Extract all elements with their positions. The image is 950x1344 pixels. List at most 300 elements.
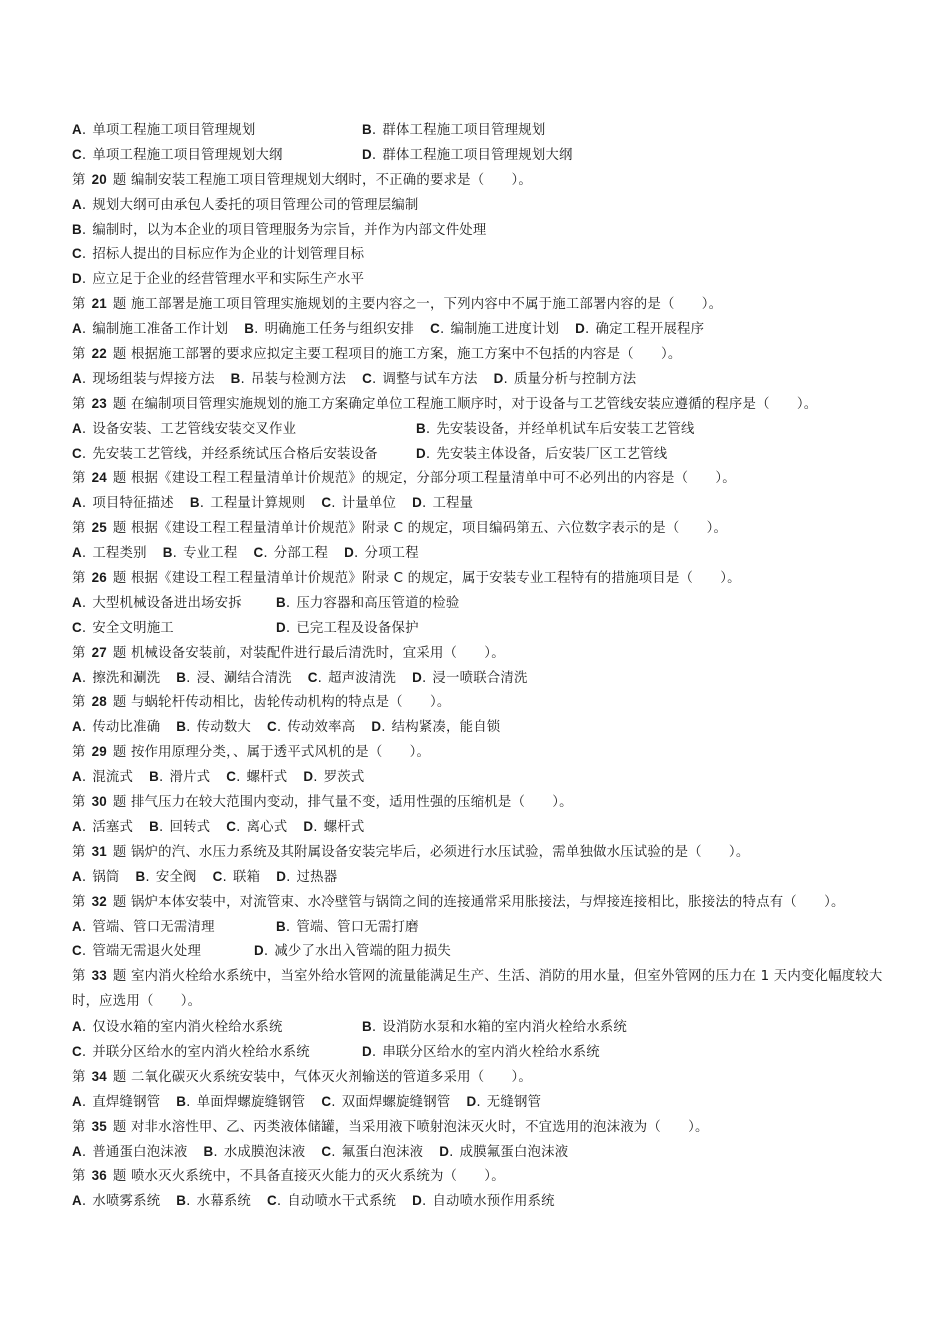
- option-dot: .: [81, 819, 87, 835]
- option-dot: .: [81, 371, 87, 387]
- options-line: [72, 317, 902, 342]
- option-text: 编制施工准备工作计划: [92, 322, 229, 338]
- option-letter: D: [254, 943, 264, 959]
- option-letter: D: [493, 370, 504, 386]
- option-letter: D: [466, 1093, 477, 1109]
- option-text: 自动喷水预作用系统: [432, 1194, 555, 1210]
- option-letter: A: [72, 1193, 82, 1209]
- option-dot: .: [286, 869, 291, 885]
- answer-option: [321, 1090, 450, 1116]
- option-letter: B: [276, 594, 286, 610]
- answer-option: [72, 815, 133, 841]
- question-suffix: 题: [112, 571, 127, 587]
- option-text: 大型机械设备进出场安拆: [92, 595, 242, 611]
- answer-option: [176, 1090, 305, 1116]
- option-dot: .: [159, 770, 164, 786]
- option-dot: .: [213, 1144, 218, 1160]
- question-number: 31: [91, 843, 107, 859]
- question-line: [72, 690, 902, 715]
- question-text: 根据《建设工程工程量清单计价规范》的规定，分部分项工程量清单中可不必列出的内容是（ ）。: [130, 471, 736, 487]
- answer-option: [416, 442, 667, 468]
- option-letter: B: [203, 1143, 214, 1159]
- answer-option: [416, 417, 695, 443]
- answer-option: [176, 1189, 251, 1215]
- question-suffix: 题: [112, 1119, 127, 1135]
- option-dot: .: [285, 595, 291, 611]
- option-letter: C: [72, 445, 82, 461]
- option-text: 普通蛋白泡沫液: [92, 1144, 188, 1160]
- option-dot: .: [186, 1094, 191, 1110]
- option-letter: B: [362, 1019, 372, 1035]
- option-text: 管端无需退火处理: [92, 944, 202, 960]
- answer-option: [231, 367, 346, 393]
- option-letter: B: [189, 495, 200, 511]
- option-text: 先安装设备，并经单机试车后安装工艺管线: [436, 421, 695, 437]
- option-letter: A: [72, 1143, 82, 1159]
- question-suffix: 题: [112, 521, 127, 537]
- option-letter: A: [72, 918, 82, 934]
- option-dot: .: [81, 272, 87, 288]
- option-dot: .: [81, 247, 87, 263]
- option-dot: .: [425, 446, 431, 462]
- option-text: 螺杆式: [246, 770, 288, 786]
- answer-option: [253, 541, 328, 567]
- option-dot: .: [81, 496, 87, 512]
- option-dot: .: [81, 770, 87, 786]
- option-text: 浸、涮结合清洗: [196, 670, 292, 686]
- options-line: [72, 442, 902, 467]
- question-line: [72, 641, 902, 666]
- option-text: 离心式: [246, 819, 288, 835]
- option-dot: .: [81, 944, 87, 960]
- option-dot: .: [81, 446, 87, 462]
- question-number: 33: [91, 968, 107, 984]
- answer-option: [276, 616, 419, 642]
- option-text: 罗茨式: [323, 770, 365, 786]
- question-number: 22: [91, 346, 107, 362]
- option-dot: .: [236, 819, 241, 835]
- option-text: 过热器: [296, 869, 338, 885]
- answer-option: [72, 267, 364, 293]
- option-text: 工程类别: [92, 546, 147, 562]
- option-dot: .: [503, 371, 508, 387]
- option-dot: .: [585, 322, 590, 338]
- option-text: 设消防水泵和水箱的室内消火栓给水系统: [382, 1020, 627, 1036]
- option-text: 编制时，以为本企业的项目管理服务为宗旨，并作为内部文件处理: [92, 222, 487, 238]
- options-line: [72, 715, 902, 740]
- option-text: 双面焊螺旋缝钢管: [341, 1094, 451, 1110]
- answer-option: [72, 118, 362, 144]
- option-dot: .: [81, 1144, 87, 1160]
- option-text: 已完工程及设备保护: [296, 620, 419, 636]
- options-line: [72, 417, 902, 442]
- option-text: 水喷雾系统: [92, 1194, 161, 1210]
- question-suffix: 题: [112, 471, 127, 487]
- option-text: 招标人提出的目标应作为企业的计划管理目标: [92, 247, 365, 263]
- option-letter: C: [72, 1043, 82, 1059]
- answer-option: [72, 765, 133, 791]
- question-line: [72, 740, 902, 765]
- option-text: 自动喷水干式系统: [287, 1194, 397, 1210]
- option-text: 分部工程: [273, 546, 329, 562]
- question-text: 喷水灭火系统中，不具备直接灭火能力的灭火系统为（ ）。: [130, 1169, 505, 1185]
- option-letter: D: [416, 445, 426, 461]
- option-dot: .: [81, 720, 87, 736]
- option-dot: .: [276, 1194, 282, 1210]
- answer-option: [439, 1140, 568, 1166]
- option-letter: D: [362, 146, 372, 162]
- answer-option: [72, 591, 276, 617]
- option-text: 单项工程施工项目管理规划: [92, 123, 256, 138]
- option-text: 滑片式: [169, 770, 211, 786]
- answer-option: [176, 715, 251, 741]
- question-number: 23: [91, 395, 107, 411]
- options-line: [72, 1040, 902, 1065]
- options-line: [72, 491, 902, 516]
- question-prefix: 第: [72, 521, 86, 537]
- option-text: 串联分区给水的室内消火栓给水系统: [382, 1044, 600, 1060]
- answer-option: [72, 939, 254, 965]
- option-dot: .: [222, 869, 227, 885]
- options-line: [72, 118, 902, 143]
- option-text: 混流式: [92, 770, 134, 786]
- option-dot: .: [81, 1094, 87, 1110]
- question-suffix: 题: [112, 1169, 127, 1185]
- option-letter: A: [72, 1019, 82, 1035]
- answer-option: [72, 865, 120, 891]
- option-dot: .: [159, 819, 164, 835]
- option-text: 工程量: [432, 496, 474, 512]
- option-letter: B: [176, 669, 187, 685]
- option-dot: .: [371, 1020, 377, 1036]
- answer-option: [412, 1189, 555, 1215]
- options-line: [72, 865, 902, 890]
- option-text: 调整与试车方法: [382, 371, 478, 387]
- option-dot: .: [425, 421, 431, 437]
- question-prefix: 第: [72, 969, 86, 985]
- option-text: 群体工程施工项目管理规划大纲: [382, 147, 573, 163]
- option-letter: A: [72, 495, 82, 511]
- answer-option: [226, 815, 287, 841]
- option-text: 活塞式: [92, 819, 134, 835]
- option-dot: .: [439, 322, 445, 338]
- options-line: [72, 666, 902, 691]
- answer-option: [308, 666, 396, 692]
- answer-option: [149, 765, 210, 791]
- options-line: [72, 616, 902, 641]
- option-dot: .: [371, 147, 377, 163]
- question-suffix: 题: [112, 969, 127, 985]
- option-letter: C: [321, 1143, 332, 1159]
- options-line: [72, 242, 902, 267]
- option-letter: A: [72, 769, 82, 785]
- option-letter: C: [72, 146, 82, 162]
- option-text: 质量分析与控制方法: [513, 371, 637, 387]
- option-dot: .: [145, 869, 150, 885]
- question-text: 在编制项目管理实施规划的施工方案确定单位工程施工顺序时，对于设备与工艺管线安装应遵循的程序是（ ）。: [130, 396, 818, 412]
- option-dot: .: [331, 1094, 336, 1110]
- option-text: 浸一喷联合清洗: [432, 670, 528, 686]
- options-line: [72, 1189, 902, 1214]
- option-letter: D: [412, 669, 422, 685]
- option-letter: A: [72, 719, 82, 735]
- question-line: [72, 466, 902, 491]
- option-text: 吊装与检测方法: [251, 371, 347, 387]
- option-dot: .: [81, 421, 87, 437]
- question-line: [72, 1065, 902, 1090]
- option-text: 分项工程: [364, 546, 419, 562]
- options-line: [72, 591, 902, 616]
- options-line: [72, 815, 902, 840]
- option-dot: .: [381, 720, 386, 736]
- option-letter: C: [362, 370, 373, 386]
- option-text: 压力容器和高压管道的检验: [296, 595, 460, 611]
- option-dot: .: [313, 770, 318, 786]
- answer-option: [72, 915, 276, 941]
- option-letter: A: [72, 594, 82, 610]
- question-prefix: 第: [72, 471, 86, 487]
- option-dot: .: [421, 670, 427, 686]
- option-text: 安全阀: [155, 869, 197, 885]
- option-text: 成膜氟蛋白泡沫液: [459, 1144, 569, 1160]
- option-text: 应立足于企业的经营管理水平和实际生产水平: [92, 272, 365, 288]
- options-line: [72, 915, 902, 940]
- option-dot: .: [81, 1194, 87, 1210]
- option-dot: .: [81, 869, 87, 885]
- question-text: 编制安装工程施工项目管理规划大纲时，不正确的要求是（ ）。: [130, 172, 532, 188]
- option-dot: .: [199, 496, 205, 512]
- question-suffix: 题: [112, 844, 127, 860]
- answer-option: [267, 1189, 396, 1215]
- option-letter: B: [72, 221, 82, 237]
- option-text: 工程量计算规则: [210, 496, 306, 512]
- question-prefix: 第: [72, 347, 86, 363]
- question-line: [72, 566, 902, 591]
- answer-option: [303, 765, 364, 791]
- option-letter: B: [162, 545, 173, 561]
- question-number: 28: [91, 694, 107, 710]
- answer-option: [72, 442, 416, 468]
- option-letter: A: [72, 122, 82, 137]
- answer-option: [226, 765, 287, 791]
- option-dot: .: [81, 620, 87, 636]
- option-text: 直焊缝钢管: [92, 1094, 161, 1110]
- option-text: 单面焊螺旋缝钢管: [196, 1094, 306, 1110]
- options-line: [72, 765, 902, 790]
- option-letter: B: [149, 818, 159, 834]
- question-text: 对非水溶性甲、乙、丙类液体储罐，当采用液下喷射泡沫灭火时，不宜选用的泡沫液为（ ）。: [130, 1119, 709, 1135]
- question-number: 29: [91, 744, 107, 760]
- question-text: 根据《建设工程工程量清单计价规范》附录 C 的规定，属于安装专业工程特有的措施项目是（ ）。: [130, 571, 741, 587]
- answer-option: [72, 1140, 187, 1166]
- options-line: [72, 1140, 902, 1165]
- question-suffix: 题: [112, 297, 127, 313]
- question-prefix: 第: [72, 645, 86, 661]
- answer-option: [321, 1140, 423, 1166]
- answer-option: [362, 118, 545, 144]
- option-letter: A: [72, 370, 82, 386]
- question-line: [72, 890, 902, 915]
- options-line: [72, 367, 902, 392]
- option-letter: B: [176, 1193, 187, 1209]
- option-letter: C: [72, 619, 82, 635]
- answer-option: [72, 242, 364, 268]
- options-line: [72, 143, 902, 168]
- option-text: 无缝钢管: [486, 1094, 542, 1110]
- option-dot: .: [186, 670, 191, 686]
- question-suffix: 题: [112, 396, 127, 412]
- option-text: 群体工程施工项目管理规划: [382, 123, 546, 138]
- option-letter: D: [303, 818, 314, 834]
- options-line: [72, 218, 902, 243]
- answer-option: [72, 218, 486, 244]
- answer-option: [72, 1015, 362, 1041]
- question-number: 27: [91, 644, 107, 660]
- option-dot: .: [81, 222, 87, 238]
- option-text: 氟蛋白泡沫液: [341, 1144, 424, 1160]
- option-text: 水成膜泡沫液: [223, 1144, 306, 1160]
- option-dot: .: [313, 819, 318, 835]
- option-letter: B: [149, 769, 159, 785]
- question-text: 锅炉的汽、水压力系统及其附属设备安装完毕后，必须进行水压试验，需单独做水压试验的是（ ）。: [130, 844, 750, 860]
- answer-option: [362, 367, 477, 393]
- option-letter: C: [212, 868, 223, 884]
- answer-option: [494, 367, 637, 393]
- question-line: [72, 168, 902, 193]
- option-dot: .: [354, 546, 359, 562]
- question-number: 30: [91, 794, 107, 810]
- option-text: 传动比准确: [92, 720, 161, 736]
- answer-option: [149, 815, 210, 841]
- options-line: [72, 1090, 902, 1115]
- option-dot: .: [186, 720, 191, 736]
- option-text: 联箱: [233, 869, 261, 885]
- question-line: [72, 840, 902, 865]
- answer-option: [72, 541, 147, 567]
- question-prefix: 第: [72, 745, 86, 761]
- question-line: [72, 1115, 902, 1140]
- options-line: [72, 1015, 902, 1040]
- question-text: 与蜗轮杆传动相比，齿轮传动机构的特点是（ ）。: [130, 695, 451, 711]
- option-letter: D: [276, 868, 287, 884]
- answer-option: [254, 939, 451, 965]
- option-dot: .: [240, 371, 246, 387]
- answer-option: [72, 1189, 160, 1215]
- option-dot: .: [331, 1144, 336, 1160]
- option-letter: C: [267, 719, 277, 735]
- answer-option: [466, 1090, 541, 1116]
- answer-option: [362, 1015, 627, 1041]
- question-text: 排气压力在较大范围内变动，排气量不变，适用性强的压缩机是（ ）。: [130, 795, 573, 811]
- answer-option: [276, 591, 459, 617]
- option-dot: .: [476, 1094, 481, 1110]
- question-text: 根据施工部署的要求应拟定主要工程项目的施工方案，施工方案中不包括的内容是（ ）。: [130, 347, 682, 363]
- option-dot: .: [81, 595, 87, 611]
- option-dot: .: [421, 496, 427, 512]
- option-letter: C: [321, 1093, 332, 1109]
- option-letter: D: [276, 619, 286, 635]
- answer-option: [213, 865, 261, 891]
- question-prefix: 第: [72, 1069, 86, 1085]
- option-dot: .: [81, 147, 87, 163]
- option-text: 设备安装、工艺管线安装交叉作业: [92, 421, 297, 437]
- answer-option: [72, 367, 215, 393]
- answer-option: [362, 1040, 600, 1066]
- question-prefix: 第: [72, 172, 86, 188]
- option-dot: .: [285, 919, 291, 935]
- answer-option: [412, 491, 473, 517]
- option-letter: A: [72, 868, 82, 884]
- option-dot: .: [81, 322, 87, 338]
- option-text: 编制施工进度计划: [450, 322, 560, 338]
- option-dot: .: [263, 546, 268, 562]
- option-dot: .: [81, 546, 87, 562]
- option-letter: A: [72, 669, 82, 685]
- option-text: 结构紧凑，能自锁: [391, 720, 501, 736]
- answer-option: [72, 417, 416, 443]
- question-suffix: 题: [112, 172, 127, 188]
- option-letter: B: [276, 918, 286, 934]
- answer-option: [362, 143, 573, 169]
- question-text: 锅炉本体安装中，对流管束、水冷壁管与锅筒之间的连接通常采用胀接法，与焊接连接相比，胀接法的特点有（ ）。: [130, 894, 845, 910]
- option-letter: D: [439, 1143, 450, 1159]
- option-text: 规划大纲可由承包人委托的项目管理公司的管理层编制: [92, 197, 419, 213]
- option-letter: B: [362, 122, 372, 137]
- option-dot: .: [449, 1144, 454, 1160]
- option-text: 水幕系统: [196, 1194, 252, 1210]
- option-dot: .: [254, 322, 259, 338]
- question-line: [72, 292, 902, 317]
- answer-option: [276, 915, 419, 941]
- question-prefix: 第: [72, 1119, 86, 1135]
- option-dot: .: [263, 944, 269, 960]
- option-text: 回转式: [169, 819, 211, 835]
- option-text: 单项工程施工项目管理规划大纲: [92, 147, 283, 163]
- option-text: 明确施工任务与组织安排: [264, 322, 415, 338]
- option-letter: B: [135, 868, 146, 884]
- question-number: 21: [91, 296, 107, 312]
- option-dot: .: [81, 919, 87, 935]
- option-letter: A: [72, 321, 82, 337]
- option-text: 项目特征描述: [92, 496, 174, 512]
- question-text: 机械设备安装前，对装配件进行最后清洗时，宜采用（ ）。: [130, 645, 505, 661]
- question-prefix: 第: [72, 795, 86, 811]
- question-line: [72, 342, 902, 367]
- question-prefix: 第: [72, 571, 86, 587]
- answer-option: [321, 491, 396, 517]
- answer-option: [72, 1090, 160, 1116]
- option-dot: .: [372, 371, 377, 387]
- option-text: 擦洗和涮洗: [92, 670, 161, 686]
- option-text: 确定工程开展程序: [595, 322, 705, 338]
- answer-option: [72, 666, 160, 692]
- option-letter: B: [244, 321, 255, 337]
- option-dot: .: [285, 620, 291, 636]
- option-letter: D: [412, 1193, 422, 1209]
- question-line: [72, 516, 902, 541]
- option-letter: B: [416, 420, 426, 436]
- document-page: [72, 118, 902, 1214]
- option-dot: .: [331, 496, 336, 512]
- answer-option: [136, 865, 197, 891]
- option-text: 减少了水出入管端的阻力损失: [274, 944, 452, 960]
- question-suffix: 题: [112, 695, 127, 711]
- option-dot: .: [81, 197, 87, 213]
- option-dot: .: [81, 1020, 87, 1036]
- question-suffix: 题: [112, 645, 127, 661]
- question-prefix: 第: [72, 297, 86, 313]
- answer-option: [72, 193, 419, 219]
